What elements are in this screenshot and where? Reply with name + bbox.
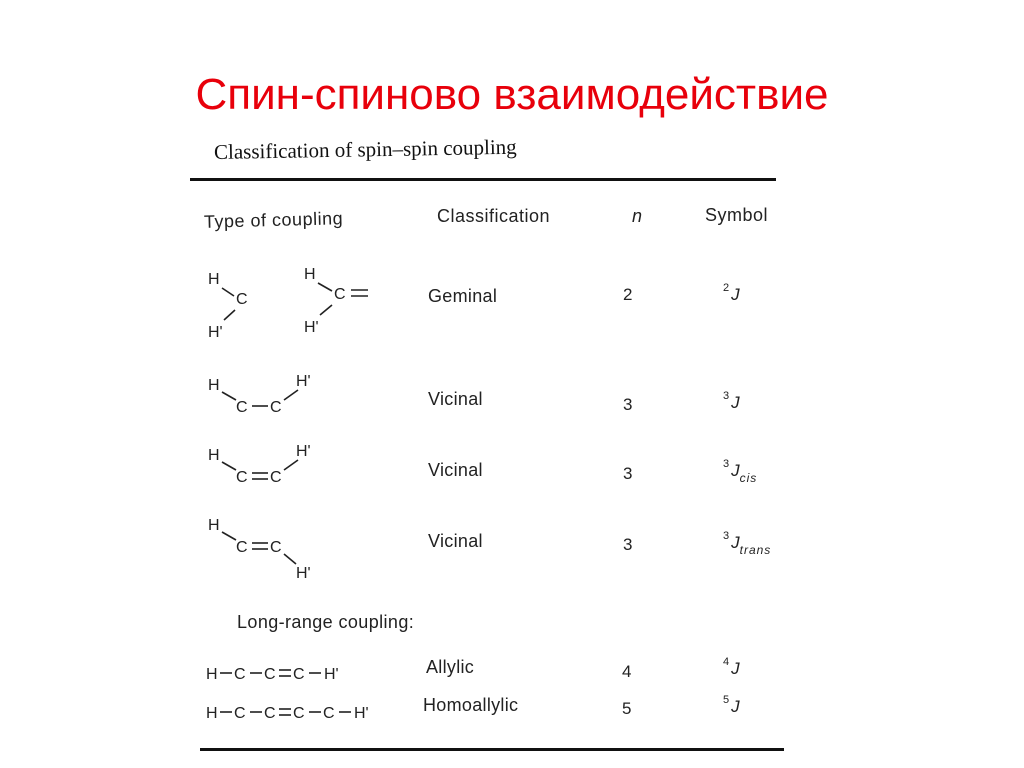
slide-title: Спин-спиново взаимодействие	[195, 70, 829, 119]
allylic-symbol: $^4$ J	[723, 656, 740, 678]
allylic-structure	[200, 655, 380, 685]
header-type: Type of coupling	[203, 208, 344, 232]
svg-text:C: C	[323, 705, 335, 722]
row1-symbol: $^2$ J	[723, 282, 740, 304]
geminal-structure-sp2	[296, 255, 386, 340]
svg-text:C: C	[293, 705, 305, 722]
svg-text:H: H	[208, 271, 220, 288]
svg-text:H: H	[206, 666, 218, 683]
svg-text:C: C	[293, 666, 305, 683]
svg-text:H': H'	[296, 443, 311, 460]
row3-symbol: $^3$ $J_{cis}$	[723, 458, 758, 485]
allylic-classification: Allylic	[426, 657, 475, 677]
homoallylic-structure	[200, 694, 400, 724]
svg-text:C: C	[264, 666, 276, 683]
row3-n: 3	[623, 464, 633, 483]
row2-classification: Vicinal	[428, 389, 483, 409]
svg-text:H': H'	[296, 373, 311, 390]
svg-text:H: H	[208, 377, 220, 394]
svg-text:C: C	[264, 705, 276, 722]
vicinal-structure-single	[200, 362, 330, 422]
svg-text:H: H	[206, 705, 218, 722]
homoallylic-n: 5	[622, 699, 632, 718]
vicinal-structure-cis	[200, 432, 330, 492]
svg-text:H: H	[208, 447, 220, 464]
row1-n: 2	[623, 285, 633, 304]
row4-n: 3	[623, 535, 633, 554]
svg-text:C: C	[334, 286, 346, 303]
svg-text:C: C	[270, 469, 282, 486]
svg-text:C: C	[236, 539, 248, 556]
svg-text:C: C	[234, 705, 246, 722]
homoallylic-symbol: $^5$ J	[723, 694, 740, 716]
row4-symbol: $^3$ $J_{trans}$	[723, 530, 772, 557]
svg-text:H': H'	[304, 319, 319, 336]
vicinal-structure-trans	[200, 506, 330, 586]
svg-text:C: C	[270, 539, 282, 556]
header-classification: Classification	[437, 206, 551, 226]
svg-text:H': H'	[296, 565, 311, 582]
row1-classification: Geminal	[428, 286, 498, 306]
svg-text:H': H'	[354, 705, 369, 722]
homoallylic-classification: Homoallylic	[423, 695, 519, 715]
svg-text:H': H'	[324, 666, 339, 683]
svg-text:C: C	[236, 291, 248, 308]
row4-classification: Vicinal	[428, 531, 483, 551]
top-rule	[190, 178, 776, 181]
geminal-structure-sp3	[200, 260, 280, 345]
header-n: n	[632, 206, 643, 226]
long-range-label: Long-range coupling:	[237, 612, 415, 632]
svg-text:C: C	[236, 469, 248, 486]
table-title: Classification of spin–spin coupling	[213, 134, 517, 164]
svg-text:H': H'	[208, 324, 223, 341]
svg-text:H: H	[208, 517, 220, 534]
header-symbol: Symbol	[705, 205, 769, 225]
allylic-n: 4	[622, 662, 632, 681]
svg-text:C: C	[236, 399, 248, 416]
row3-classification: Vicinal	[428, 460, 483, 480]
bottom-rule	[200, 748, 784, 751]
svg-text:C: C	[234, 666, 246, 683]
svg-text:H: H	[304, 266, 316, 283]
svg-text:C: C	[270, 399, 282, 416]
row2-n: 3	[623, 395, 633, 414]
row2-symbol: $^3$ J	[723, 390, 740, 412]
